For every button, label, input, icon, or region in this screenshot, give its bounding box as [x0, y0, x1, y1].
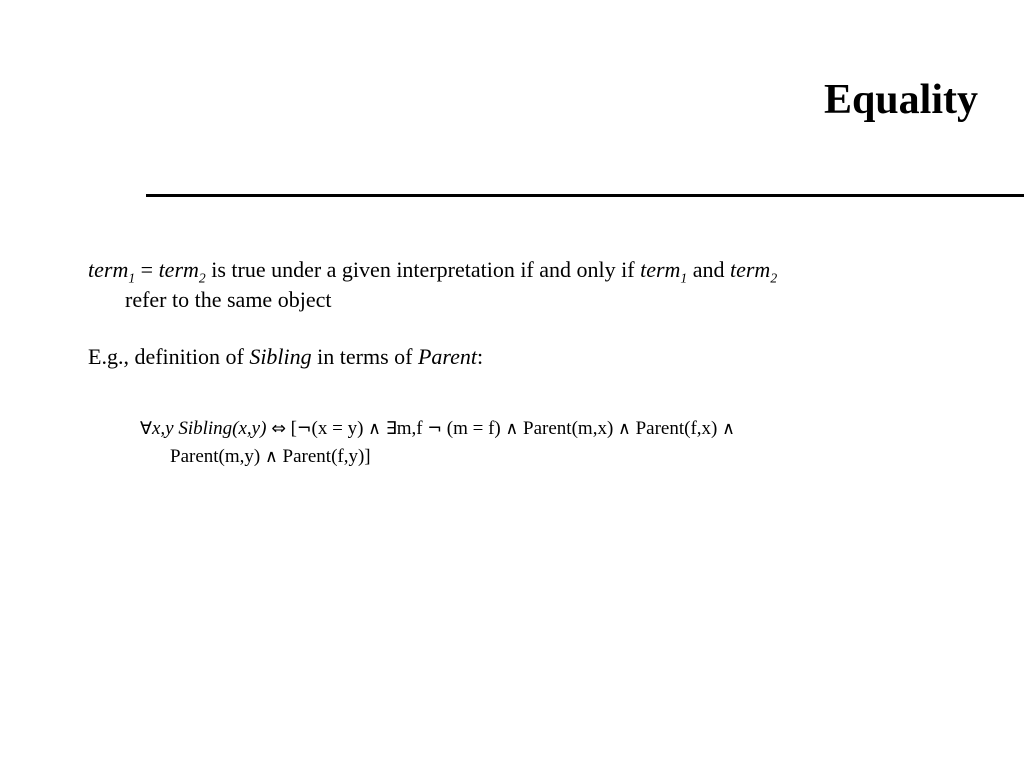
iff-symbol: ⇔	[271, 419, 286, 439]
term-2-ref: term$_2$	[729, 257, 778, 286]
exists-symbol: ∃	[385, 419, 397, 439]
definition-paragraph	[88, 255, 968, 315]
forall-symbol: ∀	[140, 419, 152, 439]
definition-line-2: refer to the same object	[125, 287, 332, 312]
sibling-formula: ∀x,y Sibling(x,y) ⇔ [¬(x = y) ∧ ∃m,f ¬ (m = f) ∧ Parent(m,x) ∧ Parent(f,x) ∧ Parent(m,y) ∧ Parent(f,y)]	[140, 415, 900, 471]
slide-title: Equality	[823, 77, 978, 123]
and-symbol: ∧	[505, 419, 519, 439]
title-divider	[146, 194, 1024, 197]
formula-line-2: Parent(m,y) ∧ Parent(f,y)]	[170, 446, 371, 467]
and-text: and	[687, 257, 730, 282]
term-1: term$_1$	[88, 257, 136, 286]
not-symbol: ¬	[296, 419, 312, 439]
term-1-ref: term$_1$	[640, 257, 688, 286]
not-symbol: ¬	[427, 419, 443, 439]
term-2: term$_2$	[158, 257, 206, 286]
and-symbol: ∧	[264, 447, 278, 467]
parent-term: Parent	[417, 344, 478, 369]
definition-text: is true under a given interpretation if and only if	[205, 257, 641, 282]
and-symbol: ∧	[618, 419, 631, 439]
equals-sign: =	[135, 257, 159, 282]
and-symbol: ∧	[722, 419, 735, 439]
sibling-term: Sibling	[249, 344, 312, 369]
formula-head: x,y Sibling(x,y)	[151, 418, 267, 439]
example-paragraph: E.g., definition of Sibling in terms of Parent:	[88, 344, 484, 369]
and-symbol: ∧	[368, 419, 381, 439]
